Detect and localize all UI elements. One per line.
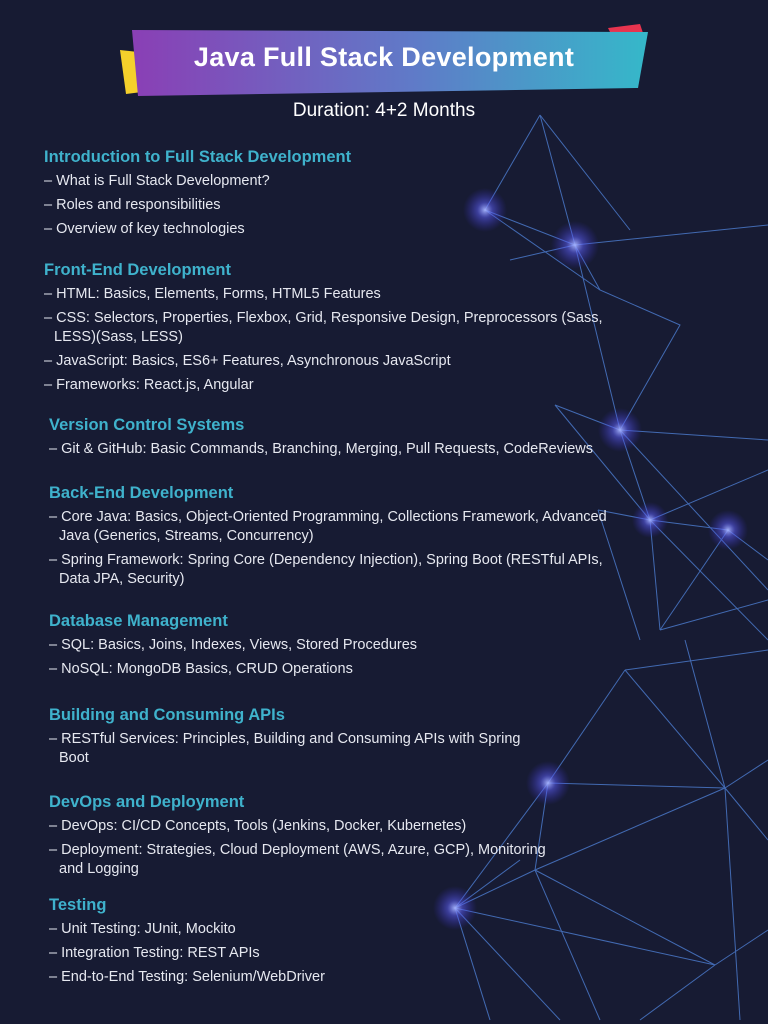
list-item: – Frameworks: React.js, Angular <box>44 376 624 395</box>
section-introduction <box>44 148 644 244</box>
duration-text: Duration: 4+2 Months <box>292 100 476 121</box>
list-item: – NoSQL: MongoDB Basics, CRUD Operations <box>49 660 629 679</box>
section-heading: Testing <box>49 896 107 914</box>
list-item: – Overview of key technologies <box>44 220 644 239</box>
section-heading: Back-End Development <box>49 484 234 502</box>
list-item: – Deployment: Strategies, Cloud Deployment (AWS, Azure, GCP), Monitoring and Logging <box>49 841 549 879</box>
list-item: – Unit Testing: JUnit, Mockito <box>49 920 549 939</box>
list-item: – Git & GitHub: Basic Commands, Branching, Merging, Pull Requests, CodeReviews <box>49 440 729 459</box>
section-front-end <box>44 261 624 400</box>
section-testing <box>49 896 549 992</box>
list-item: – End-to-End Testing: Selenium/WebDriver <box>49 968 549 987</box>
list-item: – DevOps: CI/CD Concepts, Tools (Jenkins, Docker, Kubernetes) <box>49 817 549 836</box>
section-heading: Database Management <box>49 612 228 630</box>
section-heading: Building and Consuming APIs <box>49 706 285 724</box>
list-item: – Roles and responsibilities <box>44 196 644 215</box>
page-title: Java Full Stack Development <box>193 42 575 72</box>
list-item: – What is Full Stack Development? <box>44 172 644 191</box>
section-database <box>49 612 629 684</box>
list-item: – HTML: Basics, Elements, Forms, HTML5 Features <box>44 285 624 304</box>
list-item: – Integration Testing: REST APIs <box>49 944 549 963</box>
section-version-control <box>49 416 729 464</box>
section-devops <box>49 793 549 884</box>
section-apis <box>49 706 549 773</box>
list-item: – SQL: Basics, Joins, Indexes, Views, Stored Procedures <box>49 636 629 655</box>
list-item: – RESTful Services: Principles, Building and Consuming APIs with Spring Boot <box>49 730 549 768</box>
section-heading: Version Control Systems <box>49 416 245 434</box>
title-banner <box>118 22 650 100</box>
list-item: – JavaScript: Basics, ES6+ Features, Asynchronous JavaScript <box>44 352 624 371</box>
section-heading: DevOps and Deployment <box>49 793 245 811</box>
section-back-end <box>49 484 629 594</box>
list-item: – CSS: Selectors, Properties, Flexbox, Grid, Responsive Design, Preprocessors (Sass, LESS)(Sass, LESS) <box>44 309 624 347</box>
list-item: – Core Java: Basics, Object-Oriented Programming, Collections Framework, Advanced Java (Generics, Streams, Concurrency) <box>49 508 629 546</box>
section-heading: Front-End Development <box>44 261 232 279</box>
list-item: – Spring Framework: Spring Core (Dependency Injection), Spring Boot (RESTful APIs, Data JPA, Security) <box>49 551 629 589</box>
section-heading: Introduction to Full Stack Development <box>44 148 352 166</box>
